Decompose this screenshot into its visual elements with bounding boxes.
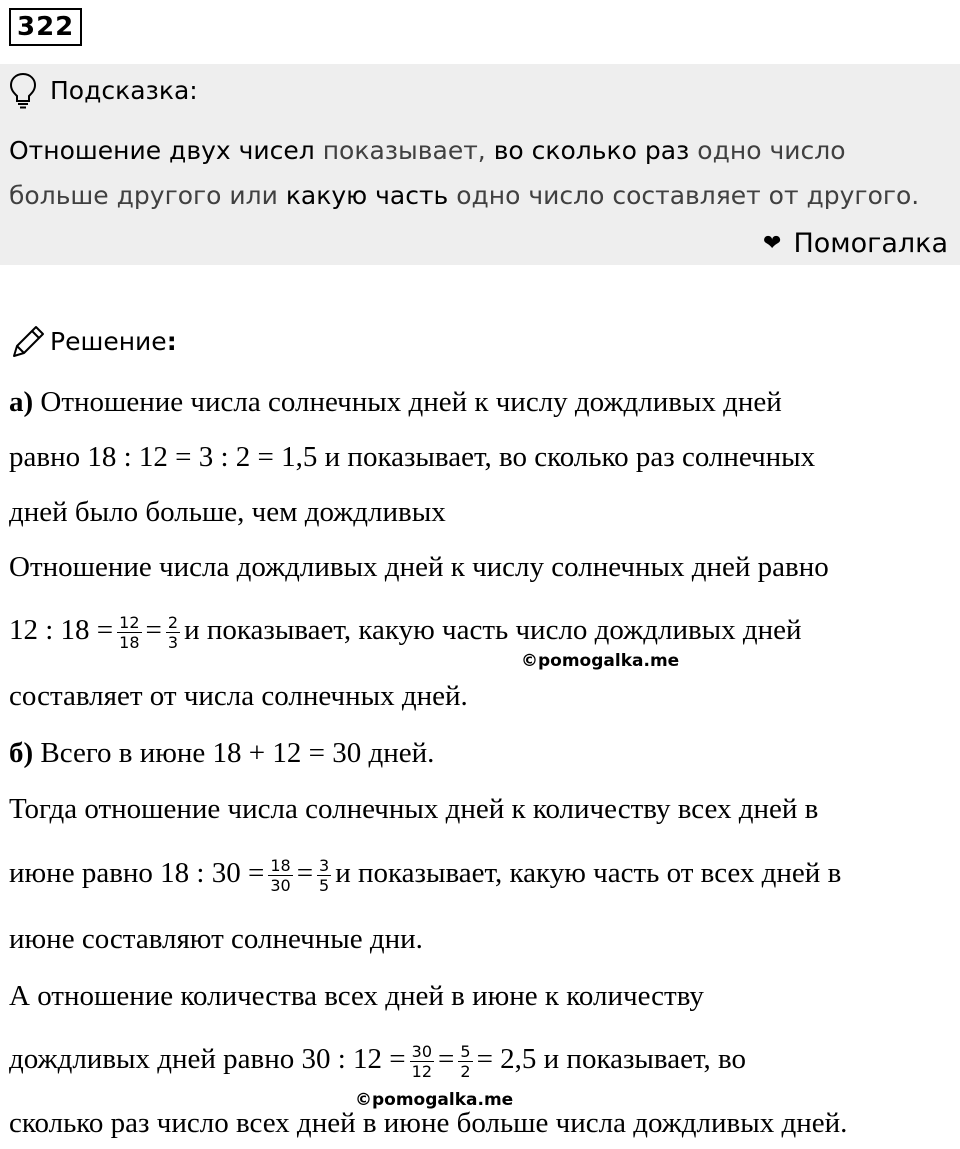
fraction-3-5 xyxy=(317,856,331,895)
task-number: 322 xyxy=(9,8,82,46)
heart-icon: ❤ xyxy=(763,231,782,256)
watermark: ©pomogalka.me xyxy=(355,1090,514,1110)
denominator: 3 xyxy=(167,632,179,652)
numerator: 2 xyxy=(167,612,179,632)
solution-a-line-5 xyxy=(9,612,802,652)
solution-b-line-3 xyxy=(9,855,841,895)
solution-a-line-4: Отношение числа дождливых дней к числу солнечных дней равно xyxy=(9,551,829,583)
solution-title-colon: : xyxy=(166,327,177,356)
hint-term-times: во сколько раз xyxy=(493,136,690,165)
solution-text: 12 : 18 = xyxy=(9,614,114,646)
fraction-5-2 xyxy=(458,1042,472,1081)
hint-line-1 xyxy=(9,134,846,168)
part-a-label: а) xyxy=(9,386,34,418)
hint-term-ratio: Отношение двух чисел xyxy=(9,136,315,165)
equals-sign: = xyxy=(145,614,162,646)
solution-text: Всего в июне 18 + 12 = 30 дней. xyxy=(33,737,435,769)
hint-text: одно число составляет от другого. xyxy=(448,181,920,210)
solution-title xyxy=(50,325,177,359)
hint-term-part: какую часть xyxy=(285,181,449,210)
solution-text: и показывает, какую часть число дождливых дней xyxy=(184,614,802,646)
lightbulb-icon xyxy=(8,72,38,110)
numerator: 3 xyxy=(319,855,330,875)
equals-sign: = xyxy=(296,857,314,889)
solution-b-line-7: сколько раз число всех дней в июне больше числа дождливых дней. xyxy=(9,1107,848,1139)
pencil-icon xyxy=(9,323,47,361)
solution-a-line-2: равно 18 : 12 = 3 : 2 = 1,5 и показывает, во сколько раз солнечных xyxy=(9,441,816,473)
solution-b-line-2: Тогда отношение числа солнечных дней к количеству всех дней в xyxy=(9,793,819,825)
part-b-label: б) xyxy=(9,737,34,769)
solution-text: = 2,5 и показывает, во xyxy=(476,1043,746,1075)
fraction-2-3 xyxy=(166,613,180,652)
credit-text: Помогалка xyxy=(793,228,948,259)
credit xyxy=(763,226,948,262)
watermark: ©pomogalka.me xyxy=(521,651,680,671)
hint-text: показывает, xyxy=(314,136,494,165)
solution-b-line-5: А отношение количества всех дней в июне к количеству xyxy=(9,980,704,1012)
solution-text: июне равно 18 : 30 = xyxy=(9,857,265,889)
hint-text: больше другого или xyxy=(9,181,286,210)
solution-a-line-6: составляет от числа солнечных дней. xyxy=(9,680,468,712)
fraction-12-18 xyxy=(117,613,141,652)
fraction-30-12 xyxy=(410,1042,434,1081)
denominator: 18 xyxy=(119,632,140,652)
numerator: 5 xyxy=(460,1041,471,1061)
solution-b-line-4: июне составляют солнечные дни. xyxy=(9,923,423,955)
solution-title-text: Решение xyxy=(50,327,167,356)
denominator: 2 xyxy=(460,1061,471,1081)
solution-text: Отношение числа солнечных дней к числу дождливых дней xyxy=(33,386,782,418)
hint-title: Подсказка: xyxy=(50,76,198,105)
solution-b-line-6 xyxy=(9,1041,746,1081)
denominator: 12 xyxy=(411,1061,433,1081)
numerator: 30 xyxy=(411,1041,433,1061)
denominator: 5 xyxy=(319,875,330,895)
solution-text: дождливых дней равно 30 : 12 = xyxy=(9,1043,406,1075)
hint-text: одно число xyxy=(689,136,846,165)
numerator: 18 xyxy=(270,855,291,875)
solution-b-line-1 xyxy=(9,735,434,771)
solution-text: и показывает, какую часть от всех дней в xyxy=(335,857,842,889)
solution-a-line-3: дней было больше, чем дождливых xyxy=(9,496,446,528)
equals-sign: = xyxy=(438,1043,455,1075)
solution-a-line-1 xyxy=(9,384,782,420)
numerator: 12 xyxy=(119,612,140,632)
fraction-18-30 xyxy=(268,856,292,895)
denominator: 30 xyxy=(270,875,291,895)
hint-line-2 xyxy=(9,179,919,213)
